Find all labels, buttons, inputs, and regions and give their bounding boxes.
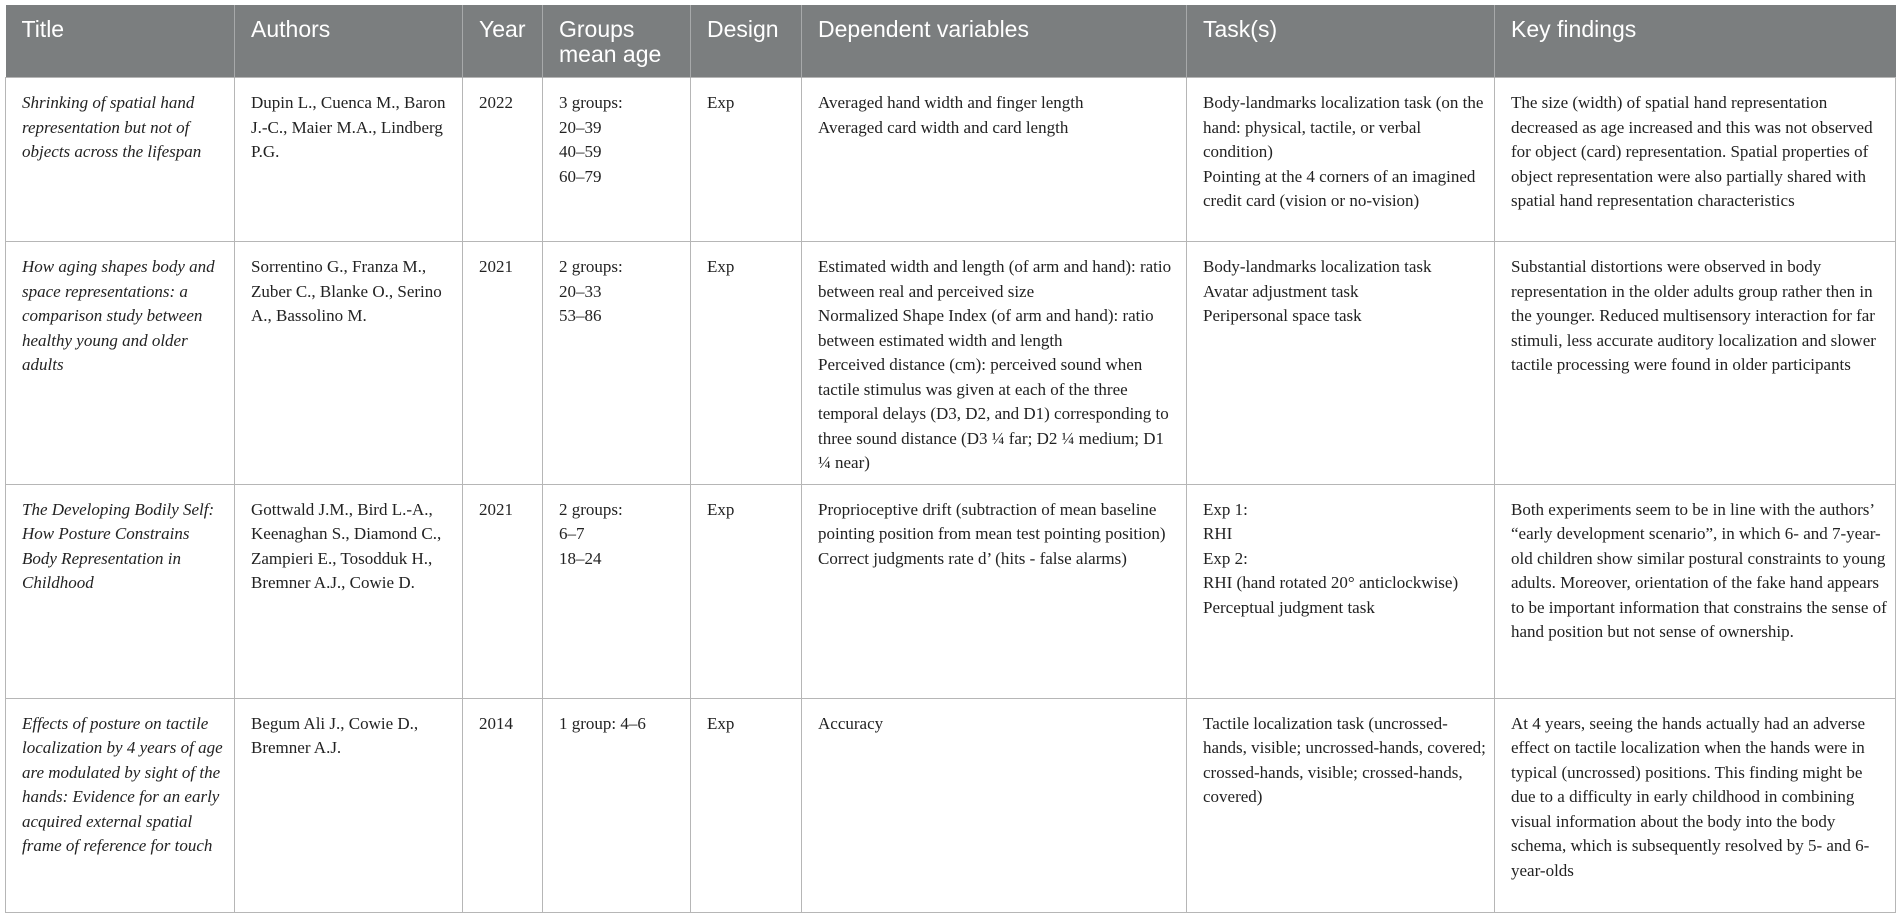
header-row xyxy=(6,5,1896,78)
cell-dependent-variables: Averaged hand width and finger length Averaged card width and card length xyxy=(802,78,1187,242)
header-title: Title xyxy=(6,5,235,78)
cell-tasks: Exp 1: RHI Exp 2: RHI (hand rotated 20° anticlockwise) Perceptual judgment task xyxy=(1187,484,1495,698)
cell-authors: Gottwald J.M., Bird L.-A., Keenaghan S., Diamond C., Zampieri E., Tosodduk H., Bremner A.J., Cowie D. xyxy=(235,484,463,698)
cell-design: Exp xyxy=(691,698,802,912)
cell-key-findings: The size (width) of spatial hand representation decreased as age increased and this was not observed for object (card) representation. Spatial properties of object representation were also partially shared with spatial hand representation characteristics xyxy=(1495,78,1896,242)
cell-title: Effects of posture on tactile localization by 4 years of age are modulated by sight of the hands: Evidence for an early acquired external spatial frame of reference for touch xyxy=(6,698,235,912)
table-row xyxy=(6,698,1896,912)
cell-authors: Sorrentino G., Franza M., Zuber C., Blanke O., Serino A., Bassolino M. xyxy=(235,242,463,485)
table-row xyxy=(6,242,1896,485)
table-row xyxy=(6,78,1896,242)
cell-dependent-variables: Accuracy xyxy=(802,698,1187,912)
cell-groups: 3 groups: 20–39 40–59 60–79 xyxy=(543,78,691,242)
table-container xyxy=(5,5,1895,913)
header-year: Year xyxy=(463,5,543,78)
cell-dependent-variables: Estimated width and length (of arm and hand): ratio between real and perceived size Normalized Shape Index (of arm and hand): ratio between estimated width and length Perceived distance (cm): perceived sound when tactile stimulus was given at each of the three temporal delays (D3, D2, and D1) corresponding to three sound distance (D3 ¼ far; D2 ¼ medium; D1 ¼ near) xyxy=(802,242,1187,485)
cell-groups: 2 groups: 20–33 53–86 xyxy=(543,242,691,485)
cell-groups: 1 group: 4–6 xyxy=(543,698,691,912)
cell-tasks: Body-landmarks localization task Avatar adjustment task Peripersonal space task xyxy=(1187,242,1495,485)
cell-year: 2021 xyxy=(463,242,543,485)
cell-authors: Dupin L., Cuenca M., Baron J.-C., Maier M.A., Lindberg P.G. xyxy=(235,78,463,242)
cell-title: Shrinking of spatial hand representation but not of objects across the lifespan xyxy=(6,78,235,242)
literature-table xyxy=(5,5,1896,913)
cell-authors: Begum Ali J., Cowie D., Bremner A.J. xyxy=(235,698,463,912)
cell-year: 2022 xyxy=(463,78,543,242)
cell-tasks: Body-landmarks localization task (on the hand: physical, tactile, or verbal condition) Pointing at the 4 corners of an imagined credit card (vision or no-vision) xyxy=(1187,78,1495,242)
cell-groups: 2 groups: 6–7 18–24 xyxy=(543,484,691,698)
cell-key-findings: At 4 years, seeing the hands actually had an adverse effect on tactile localization when the hands were in typical (uncrossed) positions. This finding might be due to a difficulty in early childhood in combining visual information about the body into the body schema, which is subsequently resolved by 5- and 6-year-olds xyxy=(1495,698,1896,912)
cell-year: 2014 xyxy=(463,698,543,912)
cell-dependent-variables: Proprioceptive drift (subtraction of mean baseline pointing position from mean test pointing position) Correct judgments rate d’ (hits - false alarms) xyxy=(802,484,1187,698)
cell-design: Exp xyxy=(691,242,802,485)
cell-tasks: Tactile localization task (uncrossed-hands, visible; uncrossed-hands, covered; crossed-hands, visible; crossed-hands, covered) xyxy=(1187,698,1495,912)
cell-year: 2021 xyxy=(463,484,543,698)
table-row xyxy=(6,484,1896,698)
header-design: Design xyxy=(691,5,802,78)
cell-key-findings: Both experiments seem to be in line with the authors’ “early development scenario”, in which 6- and 7-year-old children show similar postural constraints to young adults. Moreover, orientation of the fake hand appears to be important information that constrains the sense of hand position but not sense of ownership. xyxy=(1495,484,1896,698)
header-authors: Authors xyxy=(235,5,463,78)
header-tasks: Task(s) xyxy=(1187,5,1495,78)
header-dependent-variables: Dependent variables xyxy=(802,5,1187,78)
cell-title: How aging shapes body and space representations: a comparison study between healthy young and older adults xyxy=(6,242,235,485)
header-key-findings: Key findings xyxy=(1495,5,1896,78)
header-groups: Groups mean age xyxy=(543,5,691,78)
cell-key-findings: Substantial distortions were observed in body representation in the older adults group rather then in the younger. Reduced multisensory interaction for far stimuli, less accurate auditory localization and slower tactile processing were found in older participants xyxy=(1495,242,1896,485)
cell-title: The Developing Bodily Self: How Posture Constrains Body Representation in Childhood xyxy=(6,484,235,698)
cell-design: Exp xyxy=(691,78,802,242)
cell-design: Exp xyxy=(691,484,802,698)
